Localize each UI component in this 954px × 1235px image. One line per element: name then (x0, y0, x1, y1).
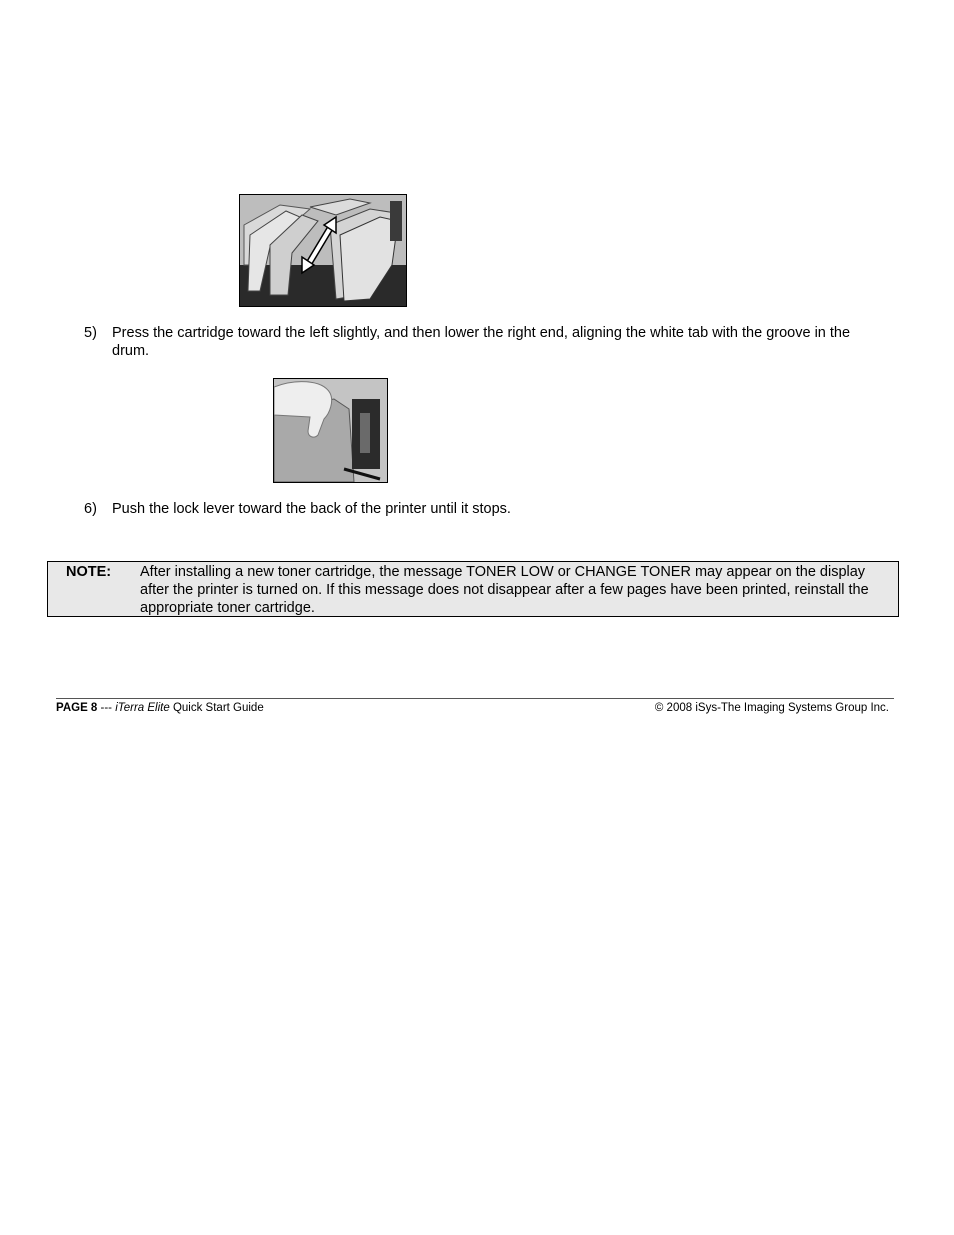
cartridge-photo (239, 194, 407, 307)
footer-separator: --- (97, 702, 116, 714)
hand-illustration (274, 379, 387, 482)
step-number: 5) (84, 325, 97, 341)
note-text: After installing a new toner cartridge, the message TONER LOW or CHANGE TONER may appear on the display after the printer is turned on. If this message does not disappear after a few pages have been printed, reinstall the appropriate toner cartridge. (140, 564, 869, 616)
step-text: Push the lock lever toward the back of the printer until it stops. (112, 501, 511, 517)
instruction-step (84, 324, 884, 360)
footer-copyright: © 2008 iSys-The Imaging Systems Group Inc. (654, 702, 889, 714)
guide-name: Quick Start Guide (169, 702, 264, 714)
note-label: NOTE: (66, 564, 112, 580)
page-number: PAGE 8 (56, 702, 98, 714)
note-box (47, 561, 899, 617)
product-name: iTerra Elite (115, 702, 170, 714)
instruction-step (84, 500, 884, 518)
cartridge-illustration (240, 195, 406, 306)
step-text: Press the cartridge toward the left slightly, and then lower the right end, aligning the white tab with the groove in the drum. (112, 325, 851, 359)
step-number: 6) (84, 501, 97, 517)
footer-page-info (56, 701, 264, 715)
hand-insert-photo (273, 378, 388, 483)
footer-divider (56, 698, 894, 699)
